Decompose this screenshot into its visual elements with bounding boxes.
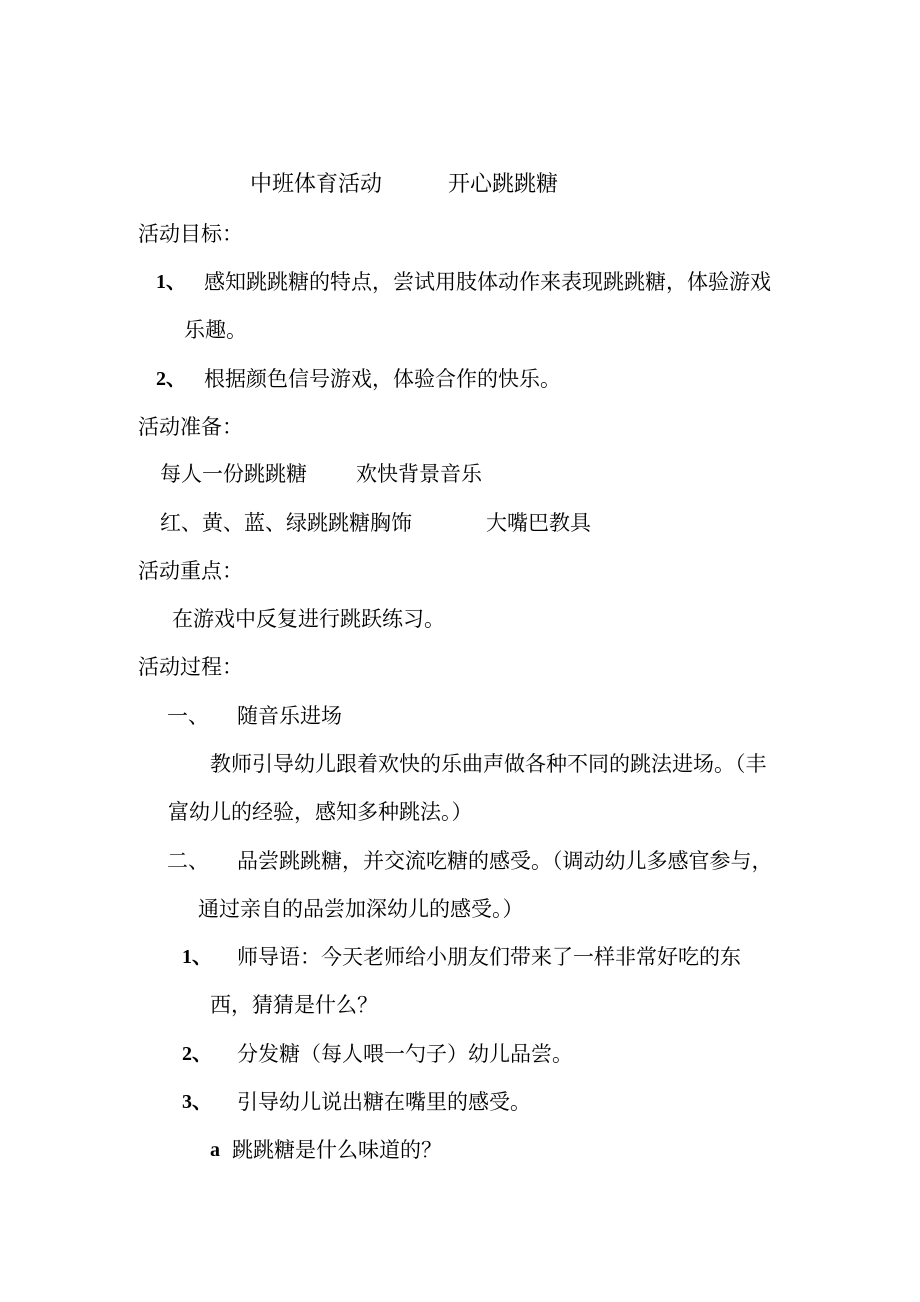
step-1-number: 1、 bbox=[182, 946, 212, 968]
title-part-1: 中班体育活动 bbox=[250, 172, 383, 197]
step-3-number: 3、 bbox=[182, 1091, 212, 1113]
goal-1-text: 感知跳跳糖的特点，尝试用肢体动作来表现跳跳糖，体验游戏 bbox=[204, 270, 771, 294]
focus-text: 在游戏中反复进行跳跃练习。 bbox=[172, 607, 445, 631]
process-heading: 活动过程： bbox=[138, 655, 243, 679]
goal-1-number: 1、 bbox=[156, 271, 186, 293]
goals-heading: 活动目标： bbox=[138, 222, 243, 246]
section-1-text: 教师引导幼儿跟着欢快的乐曲声做各种不同的跳法进场。（丰 bbox=[210, 752, 767, 776]
preparation-item-badges: 红、黄、蓝、绿跳跳糖胸饰 bbox=[160, 511, 412, 535]
goal-1-text-cont: 乐趣。 bbox=[184, 318, 247, 342]
step-2-text: 分发糖（每人喂一勺子）幼儿品尝。 bbox=[237, 1042, 573, 1066]
section-2-number: 二、 bbox=[167, 849, 209, 873]
preparation-item-candy: 每人一份跳跳糖 bbox=[160, 462, 307, 486]
step-1-text: 师导语：今天老师给小朋友们带来了一样非常好吃的东 bbox=[237, 945, 741, 969]
step-2-number: 2、 bbox=[182, 1043, 212, 1065]
preparation-item-music: 欢快背景音乐 bbox=[356, 462, 482, 486]
title-part-2: 开心跳跳糖 bbox=[448, 172, 559, 197]
sub-item-a-letter: a bbox=[210, 1139, 220, 1161]
step-3-text: 引导幼儿说出糖在嘴里的感受。 bbox=[237, 1090, 531, 1114]
focus-heading: 活动重点： bbox=[138, 559, 243, 583]
section-1-title: 随音乐进场 bbox=[237, 704, 342, 728]
section-1-number: 一、 bbox=[167, 704, 209, 728]
section-2-text-cont: 通过亲自的品尝加深幼儿的感受。） bbox=[198, 897, 524, 921]
goal-2-number: 2、 bbox=[156, 368, 186, 390]
section-1-text-cont: 富幼儿的经验，感知多种跳法。） bbox=[168, 800, 473, 824]
preparation-item-mouth-prop: 大嘴巴教具 bbox=[486, 511, 591, 535]
section-2-text: 品尝跳跳糖，并交流吃糖的感受。（调动幼儿多感官参与， bbox=[237, 849, 773, 873]
goal-2-text: 根据颜色信号游戏，体验合作的快乐。 bbox=[204, 367, 561, 391]
preparation-heading: 活动准备： bbox=[138, 415, 243, 439]
step-1-text-cont: 西，猜猜是什么？ bbox=[210, 993, 378, 1017]
sub-item-a-text: 跳跳糖是什么味道的？ bbox=[232, 1138, 442, 1162]
